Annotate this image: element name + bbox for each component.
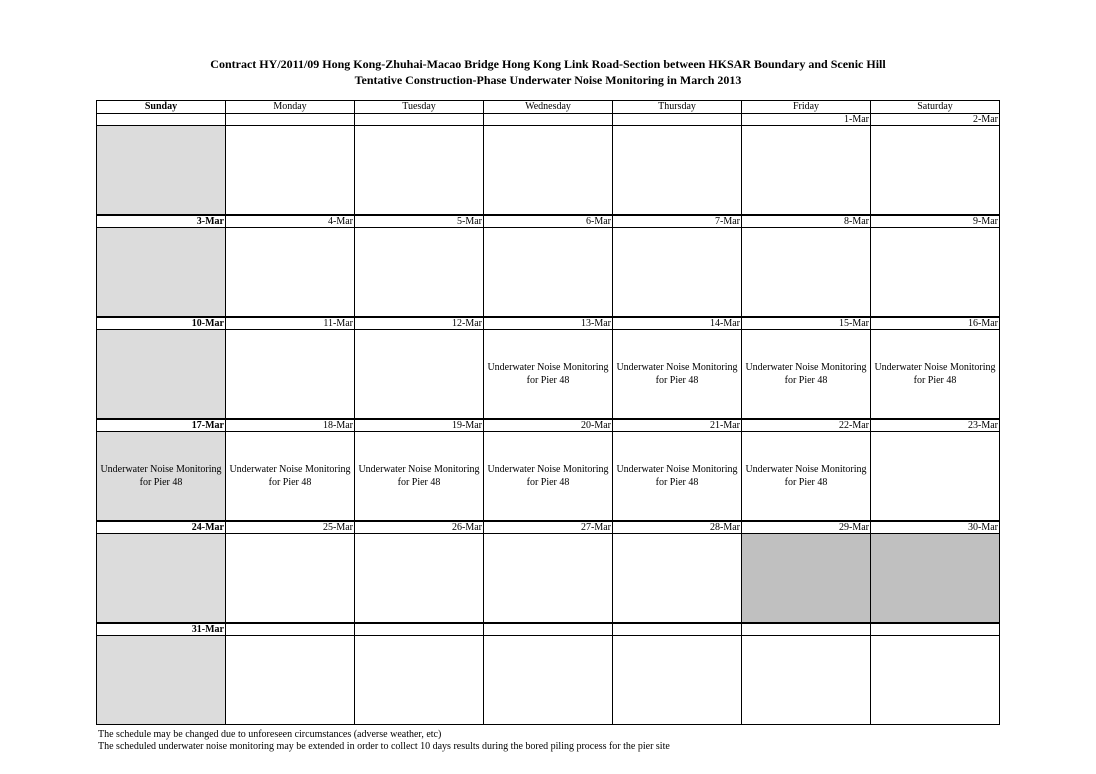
date-label: 14-Mar — [613, 317, 742, 330]
day-cell — [226, 330, 355, 420]
day-cell — [97, 330, 226, 420]
day-cell — [742, 534, 871, 624]
date-label: 19-Mar — [355, 419, 484, 432]
footnote: The schedule may be changed due to unforeseen circumstances (adverse weather, etc) — [98, 729, 442, 740]
day-cell — [613, 534, 742, 624]
date-label: 6-Mar — [484, 215, 613, 228]
weekday-header-row — [97, 101, 1000, 114]
date-row — [97, 215, 1000, 228]
date-row — [97, 317, 1000, 330]
week-row — [97, 636, 1000, 725]
day-cell — [871, 126, 1000, 216]
date-label — [355, 623, 484, 636]
day-cell — [742, 126, 871, 216]
date-label: 21-Mar — [613, 419, 742, 432]
day-cell — [871, 228, 1000, 318]
day-cell — [97, 126, 226, 216]
date-label: 29-Mar — [742, 521, 871, 534]
day-cell — [355, 534, 484, 624]
date-label: 22-Mar — [742, 419, 871, 432]
date-label: 18-Mar — [226, 419, 355, 432]
day-cell — [226, 534, 355, 624]
date-label — [355, 114, 484, 126]
date-label: 10-Mar — [97, 317, 226, 330]
date-label: 12-Mar — [355, 317, 484, 330]
day-cell — [355, 228, 484, 318]
date-label — [742, 623, 871, 636]
day-cell: Underwater Noise Monitoring for Pier 48 — [484, 432, 613, 522]
day-cell: Underwater Noise Monitoring for Pier 48 — [226, 432, 355, 522]
day-cell: Underwater Noise Monitoring for Pier 48 — [871, 330, 1000, 420]
date-label — [613, 114, 742, 126]
weekday-header-tuesday: Tuesday — [355, 101, 484, 114]
date-label: 26-Mar — [355, 521, 484, 534]
day-cell — [742, 636, 871, 725]
date-row — [97, 114, 1000, 126]
date-row — [97, 521, 1000, 534]
date-label — [613, 623, 742, 636]
date-row — [97, 419, 1000, 432]
date-label — [97, 114, 226, 126]
document-title: Contract HY/2011/09 Hong Kong-Zhuhai-Macao Bridge Hong Kong Link Road-Section between HKSAR Boundary and Scenic Hill — [210, 57, 886, 71]
date-label: 1-Mar — [742, 114, 871, 126]
weekday-header-saturday: Saturday — [871, 101, 1000, 114]
week-row — [97, 126, 1000, 216]
day-cell: Underwater Noise Monitoring for Pier 48 — [355, 432, 484, 522]
date-label: 17-Mar — [97, 419, 226, 432]
day-cell — [613, 126, 742, 216]
date-label: 8-Mar — [742, 215, 871, 228]
day-cell — [97, 228, 226, 318]
date-label: 3-Mar — [97, 215, 226, 228]
week-row — [97, 330, 1000, 420]
day-cell — [355, 330, 484, 420]
day-cell — [97, 636, 226, 725]
date-label: 20-Mar — [484, 419, 613, 432]
date-label: 4-Mar — [226, 215, 355, 228]
date-label — [226, 114, 355, 126]
date-label: 11-Mar — [226, 317, 355, 330]
day-cell — [226, 636, 355, 725]
date-label: 25-Mar — [226, 521, 355, 534]
day-cell — [484, 228, 613, 318]
day-cell — [871, 432, 1000, 522]
date-label: 7-Mar — [613, 215, 742, 228]
day-cell — [613, 636, 742, 725]
footnote: The scheduled underwater noise monitoring may be extended in order to collect 10 days results during the bored piling process for the pier site — [98, 741, 670, 752]
calendar-table — [96, 100, 1000, 725]
week-row — [97, 534, 1000, 624]
day-cell — [742, 228, 871, 318]
date-label — [484, 114, 613, 126]
date-label — [871, 623, 1000, 636]
date-row — [97, 623, 1000, 636]
date-label: 28-Mar — [613, 521, 742, 534]
date-label: 31-Mar — [97, 623, 226, 636]
date-label: 2-Mar — [871, 114, 1000, 126]
weekday-header-monday: Monday — [226, 101, 355, 114]
date-label: 30-Mar — [871, 521, 1000, 534]
day-cell — [613, 228, 742, 318]
date-label: 23-Mar — [871, 419, 1000, 432]
week-row — [97, 228, 1000, 318]
document-subtitle: Tentative Construction-Phase Underwater Noise Monitoring in March 2013 — [354, 73, 742, 87]
date-label: 27-Mar — [484, 521, 613, 534]
day-cell: Underwater Noise Monitoring for Pier 48 — [613, 330, 742, 420]
day-cell — [226, 228, 355, 318]
date-label — [484, 623, 613, 636]
day-cell — [871, 636, 1000, 725]
date-label: 15-Mar — [742, 317, 871, 330]
day-cell — [355, 126, 484, 216]
date-label: 24-Mar — [97, 521, 226, 534]
day-cell: Underwater Noise Monitoring for Pier 48 — [742, 330, 871, 420]
date-label — [226, 623, 355, 636]
date-label: 9-Mar — [871, 215, 1000, 228]
day-cell — [484, 126, 613, 216]
day-cell: Underwater Noise Monitoring for Pier 48 — [484, 330, 613, 420]
day-cell: Underwater Noise Monitoring for Pier 48 — [742, 432, 871, 522]
date-label: 13-Mar — [484, 317, 613, 330]
weekday-header-sunday: Sunday — [97, 101, 226, 114]
weekday-header-friday: Friday — [742, 101, 871, 114]
week-row — [97, 432, 1000, 522]
day-cell: Underwater Noise Monitoring for Pier 48 — [613, 432, 742, 522]
day-cell: Underwater Noise Monitoring for Pier 48 — [97, 432, 226, 522]
date-label: 16-Mar — [871, 317, 1000, 330]
day-cell — [355, 636, 484, 725]
day-cell — [97, 534, 226, 624]
weekday-header-thursday: Thursday — [613, 101, 742, 114]
day-cell — [484, 534, 613, 624]
day-cell — [871, 534, 1000, 624]
day-cell — [484, 636, 613, 725]
date-label: 5-Mar — [355, 215, 484, 228]
weekday-header-wednesday: Wednesday — [484, 101, 613, 114]
day-cell — [226, 126, 355, 216]
